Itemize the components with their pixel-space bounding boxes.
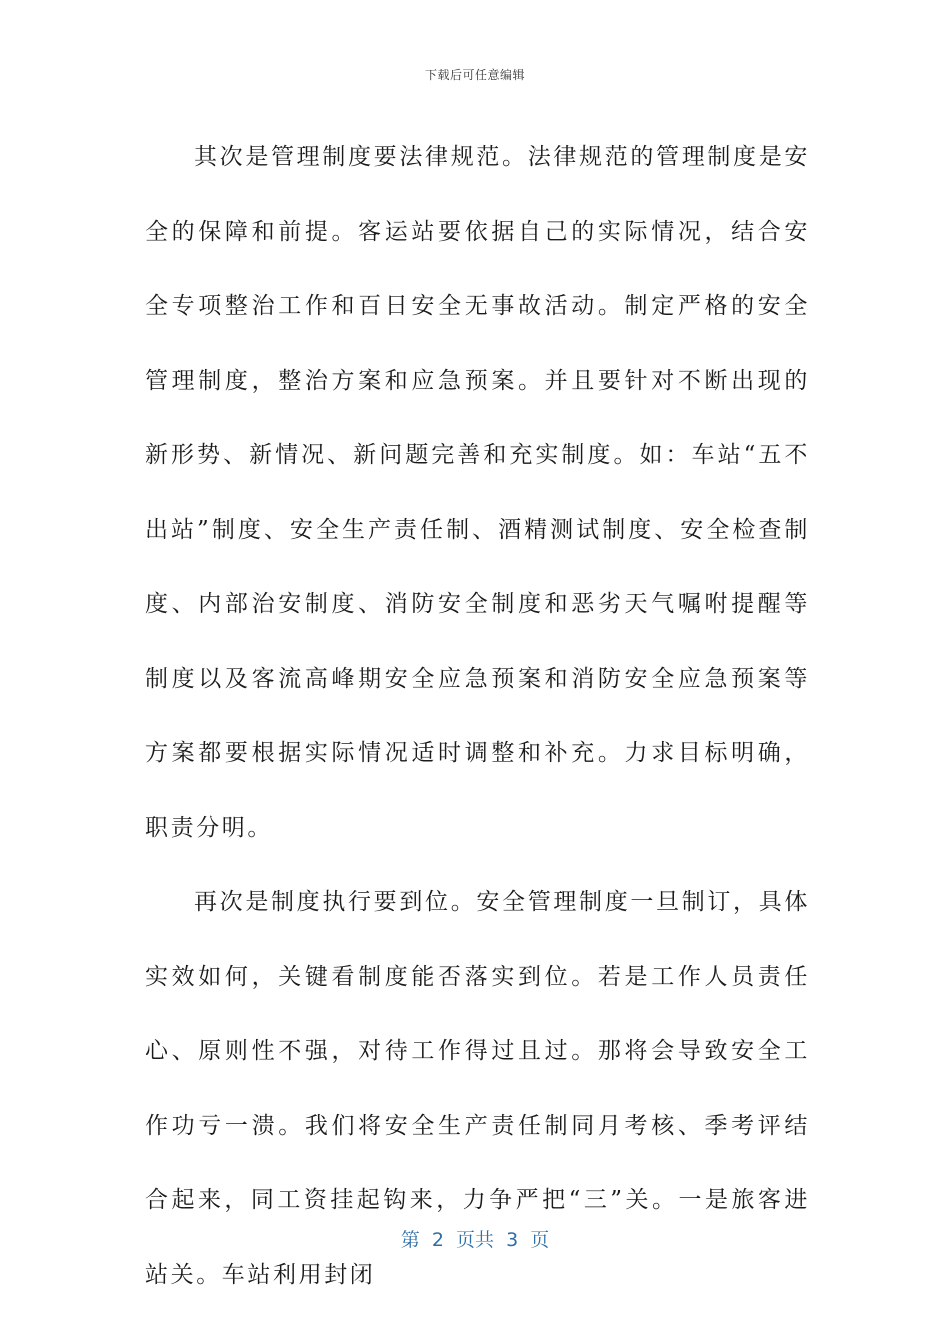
document-body: [145, 120, 810, 1312]
paragraph-management-rules: 其次是管理制度要法律规范。法律规范的管理制度是安全的保障和前提。客运站要依据自己的实际情况，结合安全专项整治工作和百日安全无事故活动。制定严格的安全管理制度，整治方案和应急预案。并且要针对不断出现的新形势、新情况、新问题完善和充实制度。如：车站“五不出站”制度、安全生产责任制、酒精测试制度、安全检查制度、内部治安制度、消防安全制度和恶劣天气嘱咐提醒等制度以及客流高峰期安全应急预案和消防安全应急预案等方案都要根据实际情况适时调整和补充。力求目标明确，职责分明。: [145, 144, 810, 841]
page-number-footer: 第 2 页共 3 页: [400, 1229, 550, 1251]
paragraph-rule-enforcement: 再次是制度执行要到位。安全管理制度一旦制订，具体实效如何，关键看制度能否落实到位。若是工作人员责任心、原则性不强，对待工作得过且过。那将会导致安全工作功亏一溃。我们将安全生产责任制同月考核、季考评结合起来，同工资挂起钩来，力争严把“三”关。一是旅客进站关。车站利用封闭: [145, 889, 810, 1288]
page-header: 下载后可任意编辑: [424, 68, 525, 82]
